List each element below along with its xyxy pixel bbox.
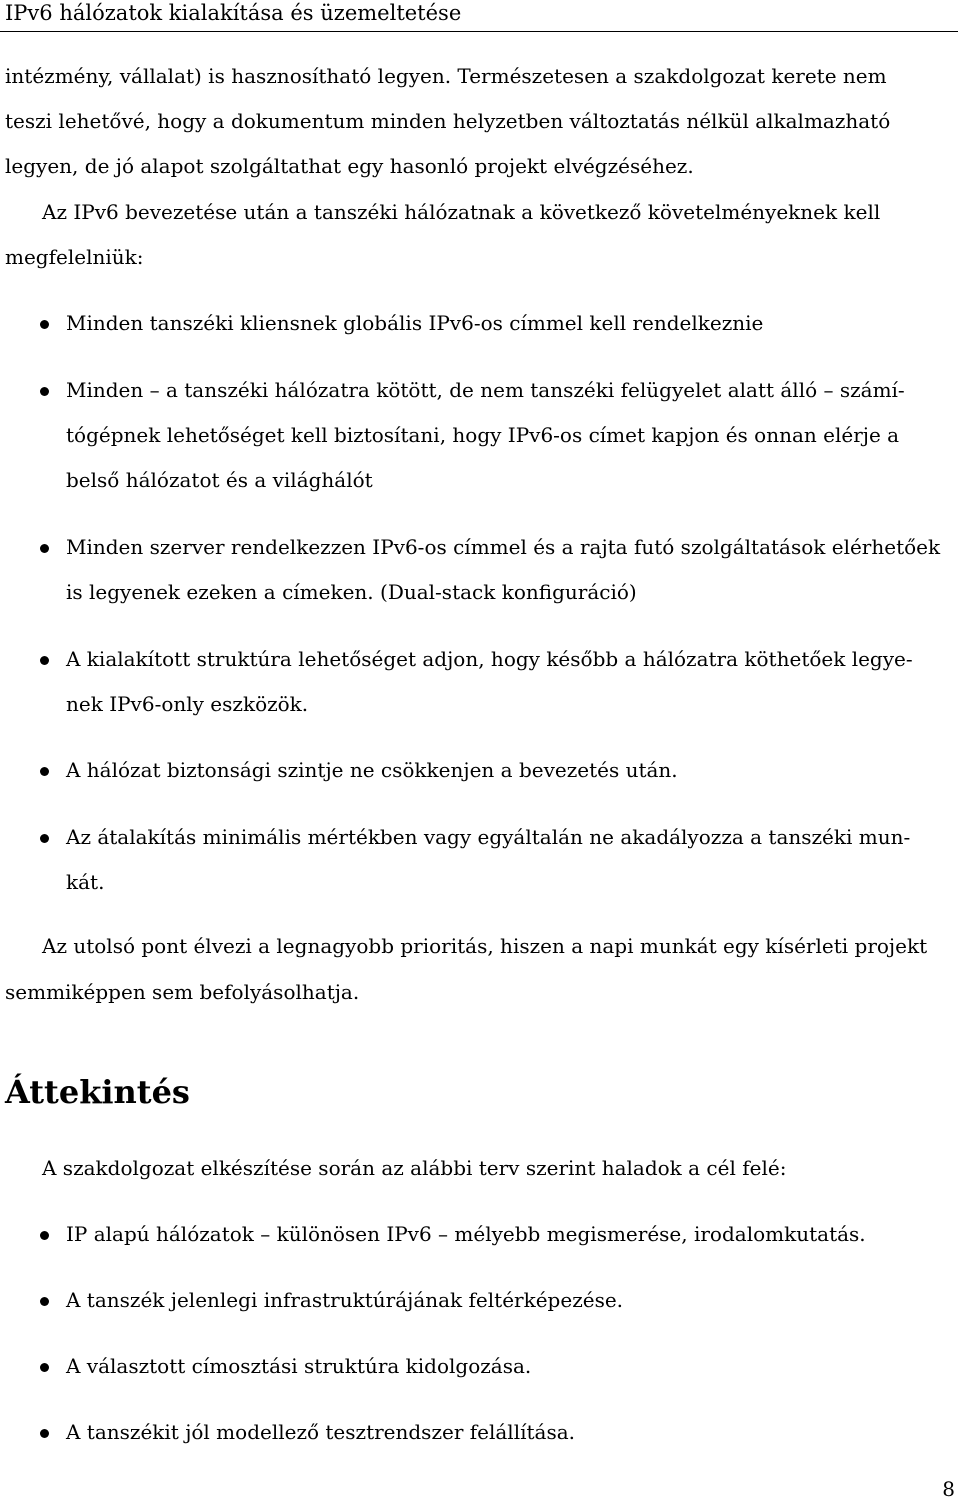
- bullet-icon: [40, 320, 49, 329]
- bullet-icon: [40, 387, 49, 396]
- intro-line: intézmény, vállalat) is hasznosítható legyen. Természetesen a szakdolgozat kerete nem: [5, 64, 887, 88]
- overview-intro: A szakdolgozat elkészítése során az alábbi terv szerint haladok a cél felé:: [42, 1156, 787, 1180]
- list-item-continuation: belső hálózatot és a világhálót: [66, 468, 373, 492]
- list-item-continuation: nek IPv6-only eszközök.: [66, 692, 309, 716]
- bullet-icon: [40, 1429, 49, 1438]
- list-item: A tanszék jelenlegi infrastruktúrájának feltérképezése.: [66, 1288, 624, 1312]
- list-item: Minden – a tanszéki hálózatra kötött, de nem tanszéki felügyelet alatt álló – számí-: [66, 378, 905, 402]
- bullet-icon: [40, 1231, 49, 1240]
- list-item: A választott címosztási struktúra kidolgozása.: [66, 1354, 532, 1378]
- list-item: A tanszékit jól modellező tesztrendszer felállítása.: [66, 1420, 575, 1444]
- list-item: Minden tanszéki kliensnek globális IPv6-os címmel kell rendelkeznie: [66, 311, 764, 335]
- requirements-intro-line: Az IPv6 bevezetése után a tanszéki hálózatnak a következő követelményeknek kell: [42, 200, 881, 224]
- bullet-icon: [40, 834, 49, 843]
- list-item: Minden szerver rendelkezzen IPv6-os címmel és a rajta futó szolgáltatások elérhetőek: [66, 535, 941, 559]
- bullet-icon: [40, 1363, 49, 1372]
- bullet-icon: [40, 1297, 49, 1306]
- intro-line: teszi lehetővé, hogy a dokumentum minden helyzetben változtatás nélkül alkalmazható: [5, 109, 891, 133]
- header-rule: [0, 31, 958, 32]
- list-item: IP alapú hálózatok – különösen IPv6 – mélyebb megismerése, irodalomkutatás.: [66, 1222, 866, 1246]
- list-item-continuation: is legyenek ezeken a címeken. (Dual-stack konfiguráció): [66, 580, 637, 604]
- page-number: 8: [942, 1477, 955, 1501]
- bullet-icon: [40, 656, 49, 665]
- list-item-continuation: tógépnek lehetőséget kell biztosítani, hogy IPv6-os címet kapjon és onnan elérje a: [66, 423, 900, 447]
- bullet-icon: [40, 544, 49, 553]
- list-item: A kialakított struktúra lehetőséget adjon, hogy később a hálózatra köthetőek legye-: [66, 647, 913, 671]
- running-header: IPv6 hálózatok kialakítása és üzemeltetése: [5, 1, 462, 25]
- list-item: Az átalakítás minimális mértékben vagy egyáltalán ne akadályozza a tanszéki mun-: [66, 825, 911, 849]
- list-item: A hálózat biztonsági szintje ne csökkenjen a bevezetés után.: [66, 758, 678, 782]
- requirements-intro-line: megfelelniük:: [5, 245, 144, 269]
- list-item-continuation: kát.: [66, 870, 105, 894]
- section-title: Áttekintés: [5, 1073, 190, 1111]
- priority-note-line: Az utolsó pont élvezi a legnagyobb prioritás, hiszen a napi munkát egy kísérleti projekt: [42, 934, 928, 958]
- intro-line: legyen, de jó alapot szolgáltathat egy hasonló projekt elvégzéséhez.: [5, 154, 694, 178]
- priority-note-line: semmiképpen sem befolyásolhatja.: [5, 980, 360, 1004]
- bullet-icon: [40, 767, 49, 776]
